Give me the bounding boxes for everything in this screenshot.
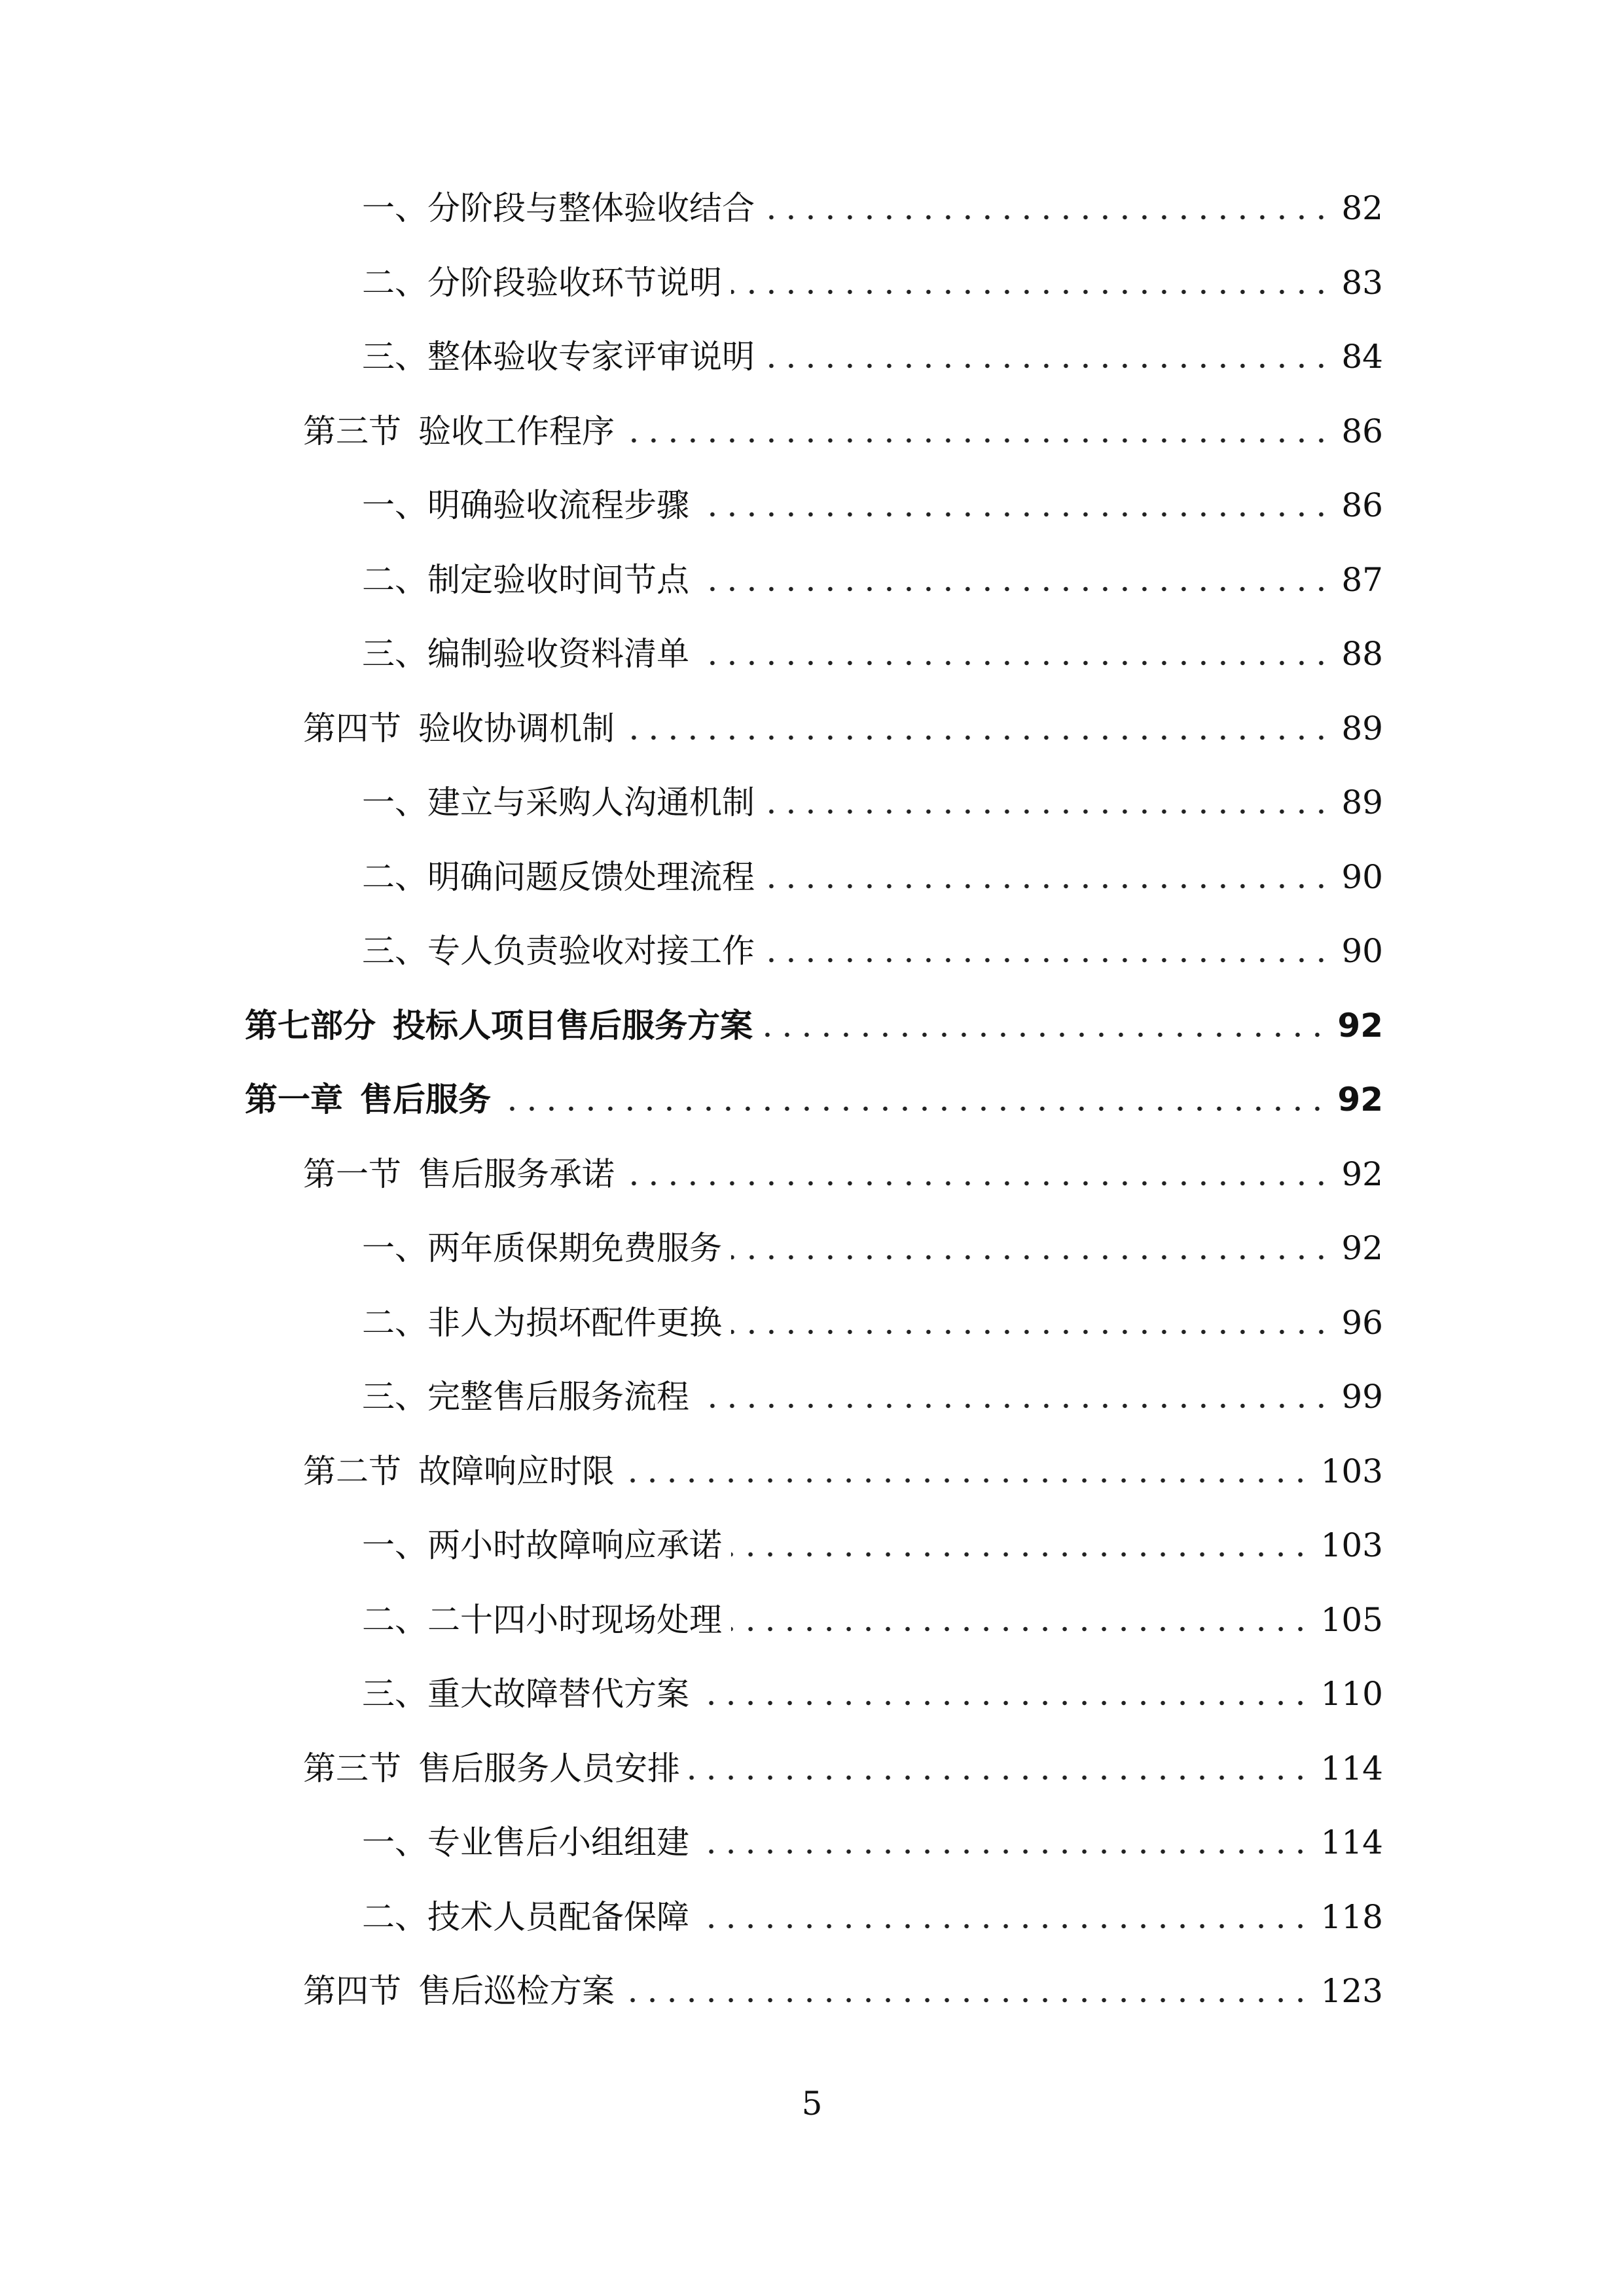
toc-entry-item[interactable] [362,247,1383,302]
toc-entry-title [362,486,698,524]
dot-leader [698,1403,1331,1409]
toc-entry-text: 两年质保期免费服务 [427,1229,722,1267]
toc-entry-prefix: 二、 [362,263,427,302]
toc-entry-text: 售后巡检方案 [418,1972,615,2010]
toc-entry-item[interactable] [362,469,1383,522]
toc-entry-text: 技术人员配备保障 [427,1897,689,1936]
toc-entry-title [245,1006,762,1045]
dot-leader [698,586,1331,592]
toc-entry-section[interactable] [303,692,1383,745]
dot-leader [764,883,1331,889]
toc-entry-title [362,1229,731,1267]
dot-leader [731,289,1331,295]
toc-entry-title [362,338,764,376]
toc-entry-text: 二十四小时现场处理 [427,1600,722,1639]
toc-entry-title [362,635,698,673]
toc-entry-page-number: 88 [1341,635,1383,673]
toc-entry-prefix: 一、 [362,783,427,821]
toc-entry-page-number: 87 [1341,560,1383,599]
toc-entry-prefix: 二、 [362,560,427,599]
toc-entry-title [362,783,764,821]
toc-entry-page-number: 83 [1341,263,1383,302]
toc-entry-text: 故障响应时限 [418,1452,615,1490]
dot-leader [764,957,1331,963]
toc-entry-text: 明确验收流程步骤 [427,486,689,524]
toc-entry-section[interactable] [303,395,1383,448]
toc-entry-item[interactable] [362,1881,1383,1936]
dot-leader [624,1997,1310,2003]
toc-entry-section[interactable] [303,1435,1383,1488]
toc-entry-section[interactable] [303,1138,1383,1191]
toc-entry-text: 非人为损坏配件更换 [427,1303,722,1342]
toc-entry-item[interactable] [362,1509,1383,1562]
dot-leader [698,1700,1310,1706]
toc-entry-page-number: 123 [1320,1972,1383,2010]
toc-entry-prefix: 一、 [362,1823,427,1861]
toc-entry-page-number: 114 [1320,1749,1383,1787]
toc-entry-title [362,1675,698,1713]
toc-entry-page-number: 103 [1320,1452,1383,1490]
toc-entry-prefix: 一、 [362,1229,427,1267]
dot-leader [624,437,1331,444]
toc-entry-prefix: 第二节 [303,1452,401,1490]
dot-leader [689,1774,1310,1781]
toc-entry-page-number: 86 [1341,412,1383,450]
toc-entry-page-number: 103 [1320,1526,1383,1564]
toc-entry-page-number: 96 [1341,1303,1383,1342]
toc-entry-page-number: 118 [1320,1897,1383,1936]
toc-entry-title [303,709,624,747]
toc-entry-text: 售后服务承诺 [418,1155,615,1193]
toc-entry-page-number: 90 [1341,932,1383,970]
toc-entry-item[interactable] [362,1658,1383,1713]
toc-entry-title [362,1526,731,1564]
toc-entry-section[interactable] [303,1732,1383,1785]
toc-entry-title [303,1972,624,2010]
toc-entry-text: 重大故障替代方案 [427,1675,689,1713]
dot-leader [698,1848,1310,1855]
toc-entry-prefix: 二、 [362,857,427,896]
toc-entry-title [362,932,764,970]
toc-entry-prefix: 三、 [362,635,427,673]
toc-entry-text: 专业售后小组组建 [427,1823,689,1861]
dot-leader [731,1626,1310,1632]
toc-entry-prefix: 三、 [362,1378,427,1416]
toc-entry-text: 分阶段验收环节说明 [427,263,722,302]
toc-entry-prefix: 第三节 [303,1749,401,1787]
toc-entry-text: 分阶段与整体验收结合 [427,189,755,227]
dot-leader [698,1923,1310,1929]
toc-entry-page-number: 110 [1320,1675,1383,1713]
toc-entry-page-number: 99 [1341,1378,1383,1416]
dot-leader [731,1329,1331,1335]
toc-entry-text: 验收协调机制 [418,709,615,747]
toc-entry-item[interactable] [362,915,1383,970]
toc-entry-prefix: 三、 [362,1675,427,1713]
toc-entry-text: 投标人项目售后服务方案 [393,1006,753,1045]
dot-leader [764,363,1331,369]
toc-entry-prefix: 一、 [362,486,427,524]
toc-entry-page-number: 105 [1320,1600,1383,1639]
toc-entry-prefix: 三、 [362,932,427,970]
toc-entry-text: 整体验收专家评审说明 [427,338,755,376]
toc-entry-text: 专人负责验收对接工作 [427,932,755,970]
dot-leader [500,1105,1327,1112]
toc-entry-prefix: 一、 [362,189,427,227]
toc-entry-item[interactable] [362,841,1383,896]
toc-entry-page-number: 92 [1337,1081,1383,1119]
toc-entry-prefix: 一、 [362,1526,427,1564]
toc-entry-prefix: 第四节 [303,1972,401,2010]
dot-leader [731,1551,1310,1558]
toc-entry-title [362,857,764,896]
toc-entry-page-number: 82 [1341,189,1383,227]
toc-entry-prefix: 第七部分 [245,1006,376,1045]
toc-entry-page-number: 89 [1341,783,1383,821]
toc-entry-prefix: 三、 [362,338,427,376]
page-number: 5 [801,2085,823,2123]
toc-entry-item[interactable] [362,1212,1383,1265]
toc-entry-text: 验收工作程序 [418,412,615,450]
toc-entry-text: 售后服务人员安排 [418,1749,680,1787]
toc-entry-part[interactable] [245,990,1383,1045]
toc-entry-section[interactable] [303,1955,1383,2010]
toc-entry-text: 编制验收资料清单 [427,635,689,673]
toc-entry-title [362,1303,731,1342]
toc-entry-title [362,189,764,227]
dot-leader [762,1031,1327,1038]
toc-entry-text: 建立与采购人沟通机制 [427,783,755,821]
toc-entry-page-number: 89 [1341,709,1383,747]
dot-leader [624,1180,1331,1187]
toc-entry-title [362,1823,698,1861]
toc-entry-title [303,412,624,450]
toc-entry-title [245,1081,500,1119]
toc-entry-item[interactable] [362,766,1383,819]
dot-leader [624,734,1331,741]
toc-entry-chapter[interactable] [245,1064,1383,1119]
toc-entry-item[interactable] [362,172,1383,227]
toc-entry-title [303,1452,624,1490]
toc-entry-page-number: 114 [1320,1823,1383,1861]
toc-entry-prefix: 第四节 [303,709,401,747]
toc-entry-title [362,1378,698,1416]
toc-entry-page-number: 92 [1337,1006,1383,1045]
dot-leader [698,660,1331,666]
toc-entry-item[interactable] [362,1287,1383,1342]
toc-entry-item[interactable] [362,321,1383,376]
toc-entry-prefix: 第三节 [303,412,401,450]
toc-entry-prefix: 二、 [362,1303,427,1342]
dot-leader [764,808,1331,815]
dot-leader [698,511,1331,518]
toc-entry-title [362,560,698,599]
toc-entry-title [362,263,731,302]
toc-entry-page-number: 86 [1341,486,1383,524]
toc-entry-item[interactable] [362,1806,1383,1859]
toc-entry-text: 售后服务 [360,1081,491,1119]
toc-entry-title [362,1897,698,1936]
toc-entry-item[interactable] [362,1584,1383,1639]
toc-entry-page-number: 84 [1341,338,1383,376]
toc-entry-page-number: 92 [1341,1229,1383,1267]
toc-entry-page-number: 92 [1341,1155,1383,1193]
toc-entry-page-number: 90 [1341,857,1383,896]
toc-entry-title [303,1749,689,1787]
toc-entry-prefix: 二、 [362,1897,427,1936]
toc-entry-title [362,1600,731,1639]
toc-entry-prefix: 第一节 [303,1155,401,1193]
toc-entry-text: 完整售后服务流程 [427,1378,689,1416]
toc-entry-prefix: 第一章 [245,1081,343,1119]
toc-entry-item[interactable] [362,618,1383,673]
toc-entry-text: 制定验收时间节点 [427,560,689,599]
toc-entry-item[interactable] [362,1361,1383,1416]
toc-entry-item[interactable] [362,544,1383,599]
toc-entry-prefix: 二、 [362,1600,427,1639]
toc-entry-text: 明确问题反馈处理流程 [427,857,755,896]
toc-entry-title [303,1155,624,1193]
dot-leader [624,1477,1310,1484]
dot-leader [731,1254,1331,1261]
toc-entry-text: 两小时故障响应承诺 [427,1526,722,1564]
dot-leader [764,214,1331,221]
